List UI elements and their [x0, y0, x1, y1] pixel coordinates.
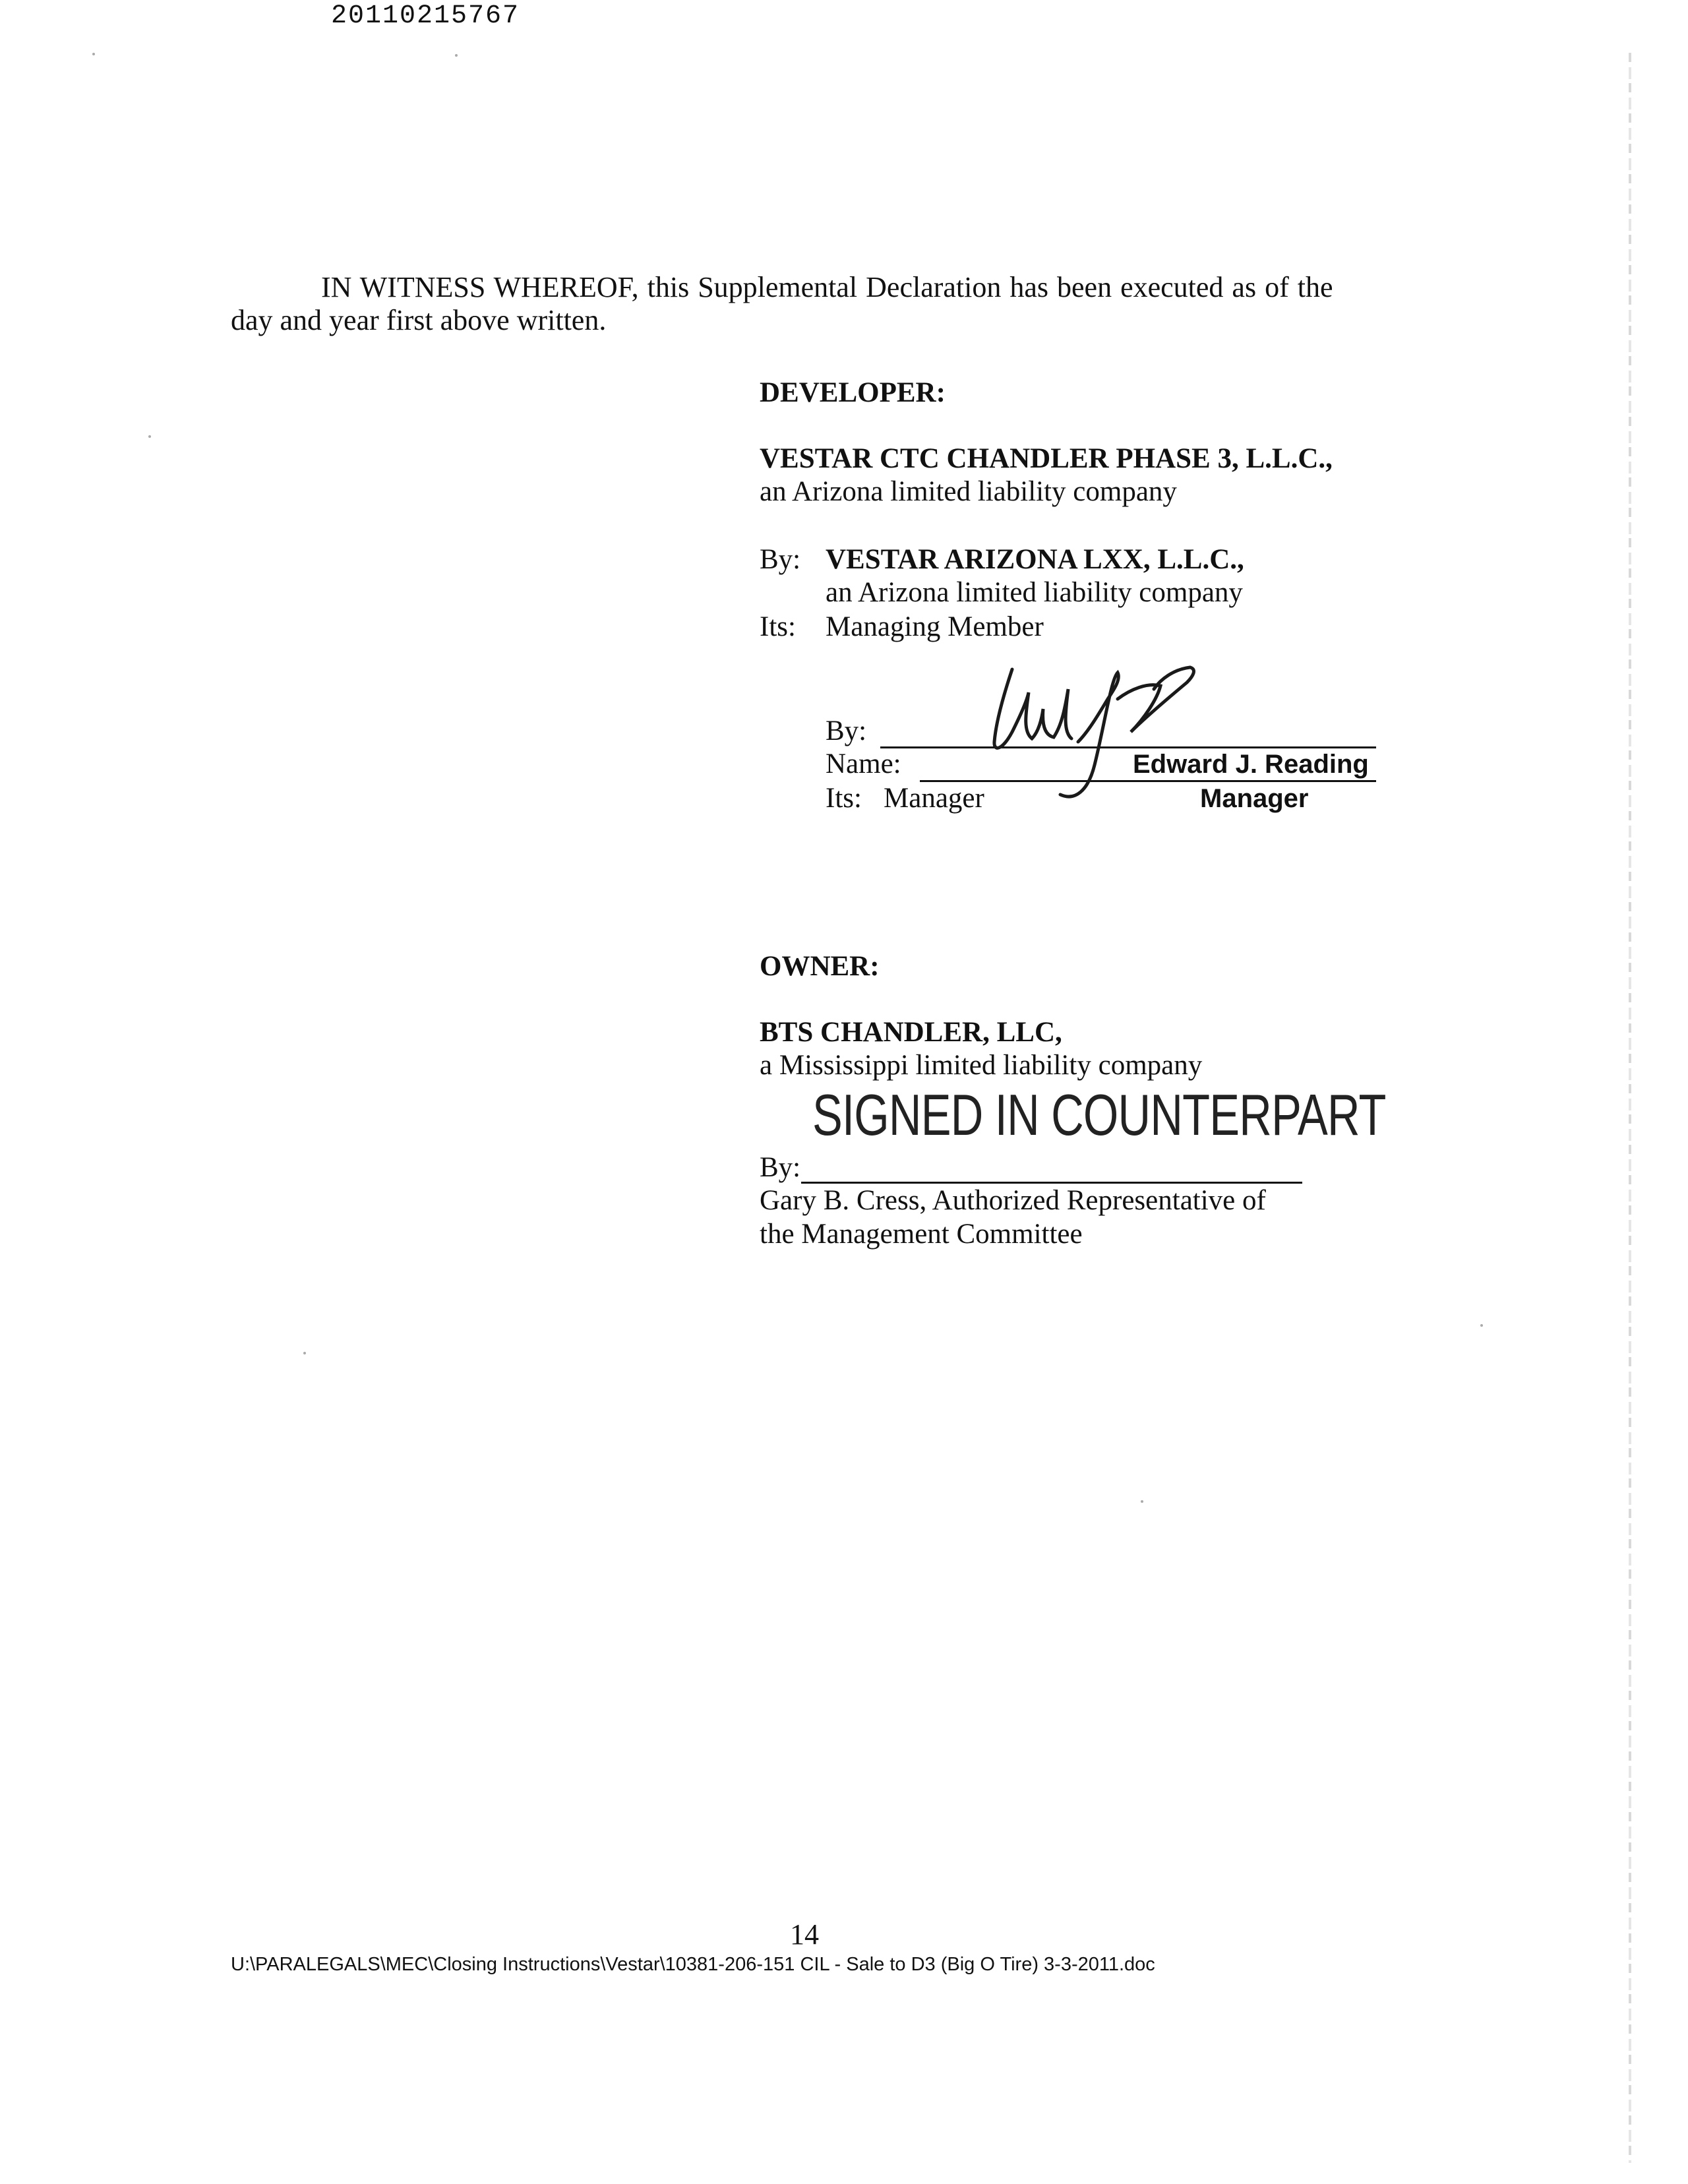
stamp-signer-title: Manager: [1200, 784, 1309, 813]
witness-line-2: day and year first above written.: [231, 304, 607, 336]
developer-member-name: VESTAR ARIZONA LXX, L.L.C.,: [826, 544, 1244, 575]
owner-signer-line-1: Gary B. Cress, Authorized Representative of: [760, 1185, 1266, 1216]
developer-its-value: Managing Member: [826, 611, 1044, 642]
signed-in-counterpart-stamp: SIGNED IN COUNTERPART: [812, 1082, 1386, 1147]
developer-entity-name: VESTAR CTC CHANDLER PHASE 3, L.L.C.,: [760, 443, 1333, 474]
owner-entity-name: BTS CHANDLER, LLC,: [760, 1017, 1062, 1048]
developer-its-label: Its:: [760, 611, 796, 642]
owner-heading: OWNER:: [760, 951, 880, 982]
scan-speck: [303, 1352, 306, 1354]
witness-line-1: IN WITNESS WHEREOF, this Supplemental Declaration has been executed as of the: [321, 271, 1333, 303]
owner-signer-line-2: the Management Committee: [760, 1219, 1083, 1250]
sig-its-value: Manager: [884, 783, 984, 814]
scan-speck: [92, 53, 95, 55]
footer-file-path: U:\PARALEGALS\MEC\Closing Instructions\Vestar\10381-206-151 CIL - Sale to D3 (Big O Tire) 3-3-2011.doc: [231, 1954, 1155, 1975]
sig-its-label: Its:: [826, 783, 862, 814]
scan-edge-artifact: [1629, 53, 1631, 2163]
developer-member-desc: an Arizona limited liability company: [826, 577, 1243, 608]
handwritten-signature: [976, 653, 1240, 811]
scan-speck: [148, 435, 151, 438]
sig-by-label: By:: [826, 715, 867, 746]
developer-by-label: By:: [760, 544, 801, 575]
scan-speck: [455, 54, 458, 57]
owner-entity-desc: a Mississippi limited liability company: [760, 1050, 1203, 1081]
scan-speck: [1141, 1500, 1143, 1503]
owner-by-label: By:: [760, 1152, 801, 1183]
sig-name-label: Name:: [826, 748, 901, 779]
developer-heading: DEVELOPER:: [760, 377, 946, 408]
document-number: 20110215767: [330, 1, 520, 31]
scan-speck: [1480, 1324, 1483, 1327]
developer-entity-desc: an Arizona limited liability company: [760, 476, 1177, 507]
stamp-signer-name: Edward J. Reading: [1133, 750, 1369, 779]
page-number: 14: [790, 1918, 819, 1951]
